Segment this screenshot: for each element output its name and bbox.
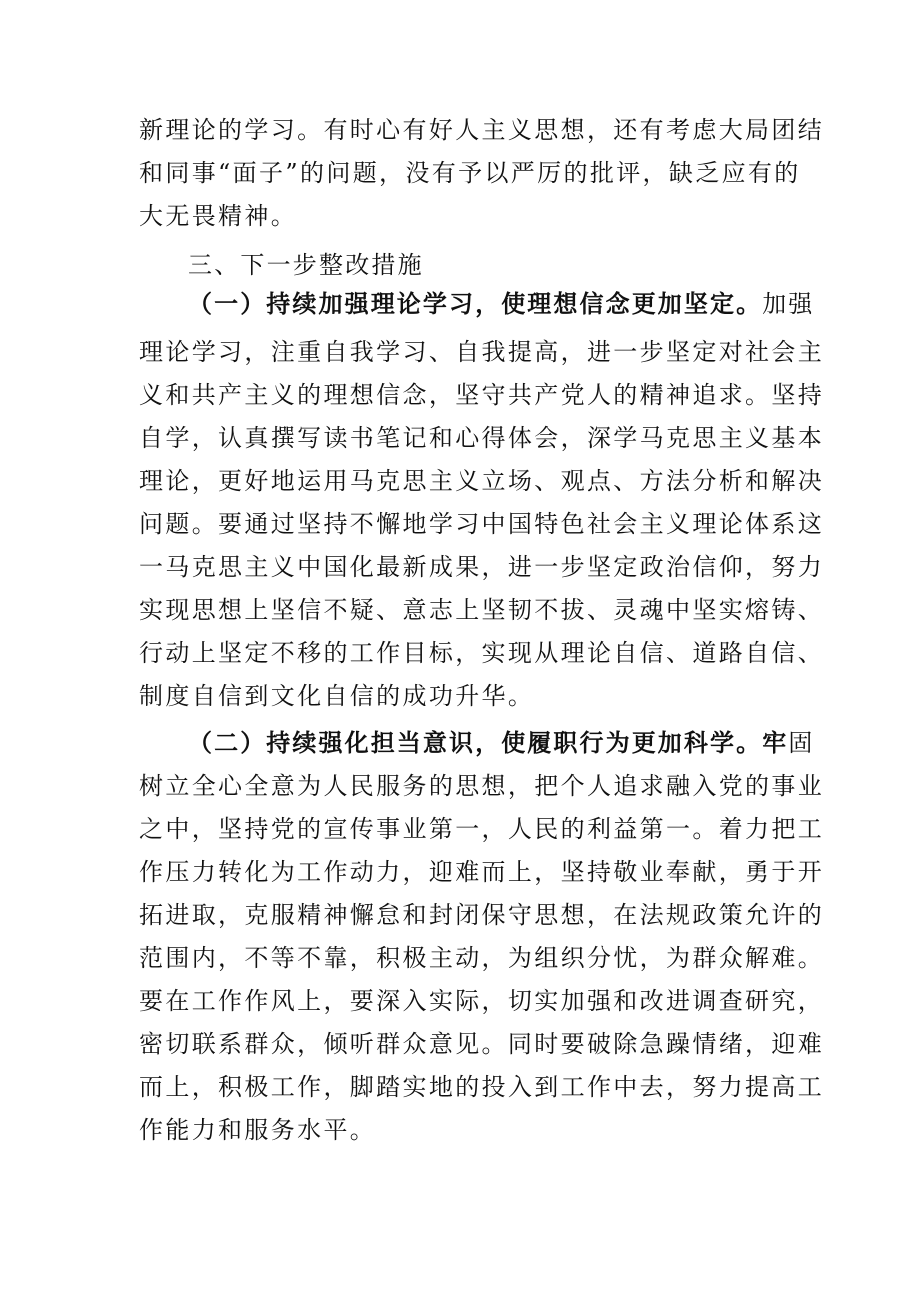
item1-line: 理论学习，注重自我学习、自我提高，进一步坚定对社会主	[139, 338, 825, 366]
item1-line: 义和共产主义的理想信念，坚守共产党人的精神追求。坚持	[139, 381, 825, 409]
item2-line: 要在工作作风上，要深入实际，切实加强和改进调查研究，	[139, 987, 825, 1015]
item2-title: （二）持续强化担当意识，使履职行为更加科学。牢	[188, 729, 789, 757]
item2-first-line	[188, 728, 838, 758]
item1-line: 实现思想上坚信不疑、意志上坚韧不拔、灵魂中坚实熔铸、	[139, 596, 825, 624]
item1-first-line	[188, 289, 838, 319]
item1-first-line-rest: 加强	[762, 290, 815, 318]
item2-first-line-rest: 固	[788, 729, 815, 757]
section-heading: 三、下一步整改措施	[188, 251, 424, 279]
item2-line: 密切联系群众，倾听群众意见。同时要破除急躁情绪，迎难	[139, 1030, 825, 1058]
item2-line: 范围内，不等不靠，积极主动，为组织分忧，为群众解难。	[139, 944, 825, 972]
item1-line: 制度自信到文化自信的成功升华。	[139, 682, 535, 710]
item2-line: 作压力转化为工作动力，迎难而上，坚持敬业奉献，勇于开	[139, 858, 825, 886]
item1-line: 行动上坚定不移的工作目标，实现从理论自信、道路自信、	[139, 639, 825, 667]
item2-line: 拓进取，克服精神懈怠和封闭保守思想，在法规政策允许的	[139, 901, 825, 929]
para1-line-2: 和同事“面子”的问题，没有予以严厉的批评，缺乏应有的	[139, 159, 801, 187]
item1-line: 问题。要通过坚持不懈地学习中国特色社会主义理论体系这	[139, 510, 825, 538]
item1-line: 理论，更好地运用马克思主义立场、观点、方法分析和解决	[139, 467, 825, 495]
para1-line-1: 新理论的学习。有时心有好人主义思想，还有考虑大局团结	[139, 116, 825, 144]
item2-line: 树立全心全意为人民服务的思想，把个人追求融入党的事业	[139, 772, 825, 800]
item1-title: （一）持续加强理论学习，使理想信念更加坚定。	[188, 290, 763, 318]
item2-line: 而上，积极工作，脚踏实地的投入到工作中去，努力提高工	[139, 1073, 825, 1101]
item2-line: 作能力和服务水平。	[139, 1116, 377, 1144]
item1-line: 一马克思主义中国化最新成果，进一步坚定政治信仰，努力	[139, 553, 825, 581]
para1-line-3: 大无畏精神。	[139, 202, 298, 230]
item2-line: 之中，坚持党的宣传事业第一，人民的利益第一。着力把工	[139, 815, 825, 843]
item1-line: 自学，认真撰写读书笔记和心得体会，深学马克思主义基本	[139, 424, 825, 452]
